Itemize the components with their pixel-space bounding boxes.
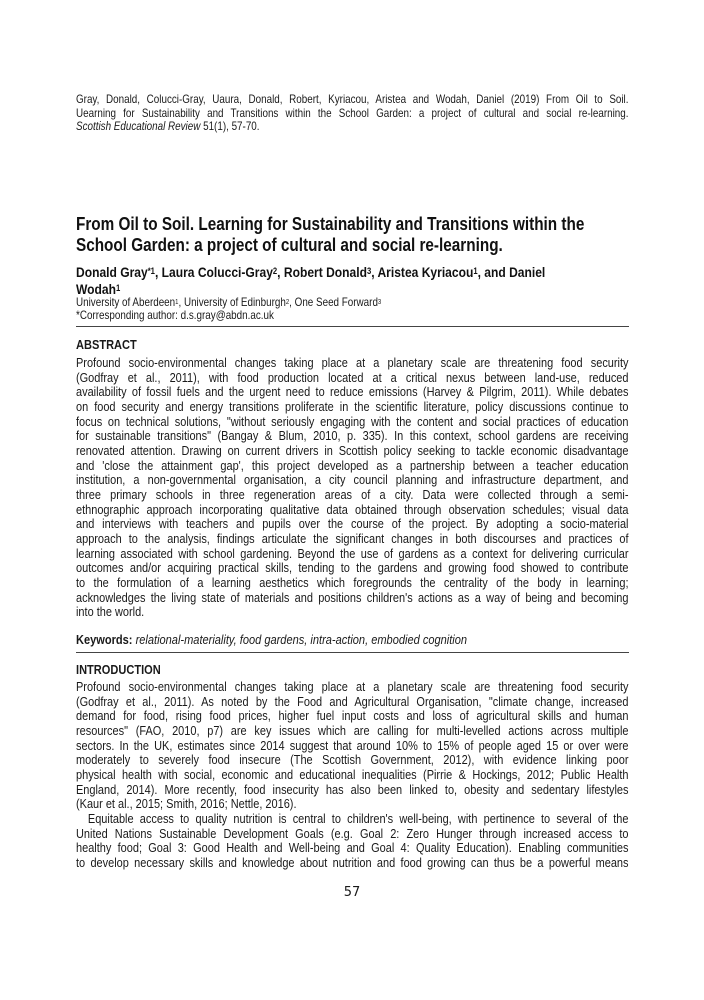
text-line: sectors. In the UK, estimates since 2014 suggest that around 10% to 15% of people aged 15 or over were <box>76 737 629 753</box>
page-number: 57 <box>343 885 361 900</box>
affiliation: University of Edinburgh <box>183 296 286 309</box>
text-line: to develop necessary skills and knowledge about nutrition and food growing can thus be a powerful means <box>76 854 629 870</box>
affiliation-sup: 3 <box>377 299 382 306</box>
title-line: School Garden: a project of cultural and social re-learning. <box>76 234 503 255</box>
text-line: acknowledges the living state of materials and positions children's actions as a way of being and becoming <box>76 589 629 605</box>
affiliation-sup: 2 <box>285 299 290 306</box>
affiliation: One Seed Forward <box>294 296 378 309</box>
text-line: resources" (FAO, 2010, p7) are key issues which are calling for multi-levelled actions across multiple <box>76 722 629 738</box>
text-line: (Kaur et al., 2015; Smith, 2016; Nettle, 2016). <box>76 796 297 812</box>
citation <box>76 93 629 134</box>
text-line: outcomes and/or acquiring practical skills, tending to the gardens and growing food showed to contribute <box>76 560 629 576</box>
text-line: renovated attention. Drawing on current drivers in Scottish policy seeking to tackle economic disadvantage <box>76 442 629 458</box>
author-list: Donald Gray$^{*1}$, Laura Colucci-Gray$^2$, Robert Donald$^3$, Aristea Kyriacou$^1$, and Daniel Wodah$^1$ <box>76 265 546 298</box>
divider <box>76 326 629 327</box>
author-name: Robert Donald <box>283 265 367 281</box>
text-line: to the formulation of a learning aesthetics which foregrounds the centrality of the body in learning; <box>76 574 629 590</box>
text-line: and 'close the attainment gap', this project developed as a partnership between a teacher education <box>76 457 629 473</box>
text-line: healthy food; Goal 3: Good Health and Well-being and Goal 4: Quality Education). Enabling communities <box>76 840 629 856</box>
text-line: availability of fossil fuels and the urgent need to reduce emissions (Harvey & Pilgrim, 2011). While debates <box>76 384 629 400</box>
text-line: England, 2014). More recently, food insecurity has also been linked to, obesity and sedentary lifestyles <box>76 781 629 797</box>
journal-name: Scottish Educational Review <box>76 120 201 134</box>
volume-pages: 51(1), 57-70. <box>200 120 260 134</box>
affiliations: University of Aberdeen$^1$, University of Edinburgh$^2$, One Seed Forward$^3$ *Corresponding author: d.s.gray@abdn.ac.uk <box>76 296 629 322</box>
author-sup: 2 <box>272 266 278 276</box>
text-line: Equitable access to quality nutrition is central to children's well-being, with pertinence to several of the <box>87 810 629 826</box>
text-line: on food security and energy transitions proliferate in the scientific literature, policy discussions continue to <box>76 398 629 414</box>
text-line: Profound socio-environmental changes taking place at a planetary scale are threatening food security <box>76 679 629 694</box>
keywords-label: Keywords: <box>76 632 133 647</box>
text-line: physical health with social, economic and educational inequalities (Pirrie & Hockings, 2012; Public Health <box>76 766 629 782</box>
author-name-prefix: and Daniel <box>484 265 546 281</box>
author-name: Aristea Kyriacou <box>377 265 474 281</box>
author-name: Donald Gray <box>76 265 148 281</box>
citation-line: Gray, Donald, Colucci-Gray, Uaura, Donald, Robert, Kyriacou, Aristea and Wodah, Daniel (2019) From Oil to Soil. <box>76 93 629 106</box>
author-sup: 3 <box>366 266 372 276</box>
text-line: (Godfray et al., 2011). As noted by the Food and Agricultural Organisation, "climate change, increased <box>76 693 629 709</box>
introduction-heading: INTRODUCTION <box>76 662 161 677</box>
affiliation-sup: 1 <box>175 299 179 306</box>
text-line: United Nations Sustainable Development Goals (e.g. Goal 2: Zero Hunger through increased access to <box>76 825 629 841</box>
text-line: demand for food, rising food prices, higher fuel input costs and loss of agricultural skills and human <box>76 708 629 724</box>
keywords <box>76 632 629 647</box>
corresponding-author: *Corresponding author: d.s.gray@abdn.ac.uk <box>76 309 274 323</box>
keywords-value: relational-materiality, food gardens, intra-action, embodied cognition <box>132 632 468 647</box>
text-line: for sustainable transitions" (Bangay & Blum, 2010, p. 335). In this context, school gardens are receiving <box>76 428 629 444</box>
text-line: moderately to severely food insecure (The Scottish Government, 2012), with evidence linking poor <box>76 752 629 768</box>
text-line: (Godfray et al., 2011), with food production located at a critical nexus between land-use, reduced <box>76 369 629 385</box>
text-line: and interviews with teachers and pupils over the course of the project. By adopting a socio-material <box>76 516 629 532</box>
introduction-body <box>76 680 629 871</box>
text-line: Profound socio-environmental changes taking place at a planetary scale are threatening food security <box>76 355 629 370</box>
text-line: into the world. <box>76 604 145 620</box>
author-sup: 1 <box>115 283 121 293</box>
abstract-body <box>76 356 629 620</box>
text-line: learning associated with school gardening. Beyond the use of gardens as a context for delivering curricular <box>76 545 629 561</box>
affiliation: University of Aberdeen <box>76 296 176 309</box>
abstract-heading: ABSTRACT <box>76 337 137 352</box>
author-name: Laura Colucci-Gray <box>161 265 273 281</box>
title-line: From Oil to Soil. Learning for Sustainability and Transitions within the <box>76 214 585 234</box>
citation-line: Uearning for Sustainability and Transitions within the School Garden: a project of cultural and social re-learning. <box>76 106 629 120</box>
author-sup: 1 <box>473 266 478 276</box>
author-name: Wodah <box>76 282 116 298</box>
text-line: institution, a non-governmental organisation, a city council planning and infrastructure department, and <box>76 472 629 488</box>
divider <box>76 652 629 653</box>
author-sup: *1 <box>147 266 155 276</box>
text-line: three primary schools in three regeneration areas of a city. Data were collected through a semi- <box>76 486 629 502</box>
text-line: approach to the analysis, findings articulate the significant changes in both discourses and practices of <box>76 530 629 546</box>
text-line: ethnographic approach incorporating qualitative data obtained through observation schedules; visual data <box>76 501 629 517</box>
paper-title <box>76 214 629 255</box>
text-line: focus on technical solutions, "without seriously engaging with the content and social practices of education <box>76 413 629 429</box>
citation-source <box>76 120 629 134</box>
